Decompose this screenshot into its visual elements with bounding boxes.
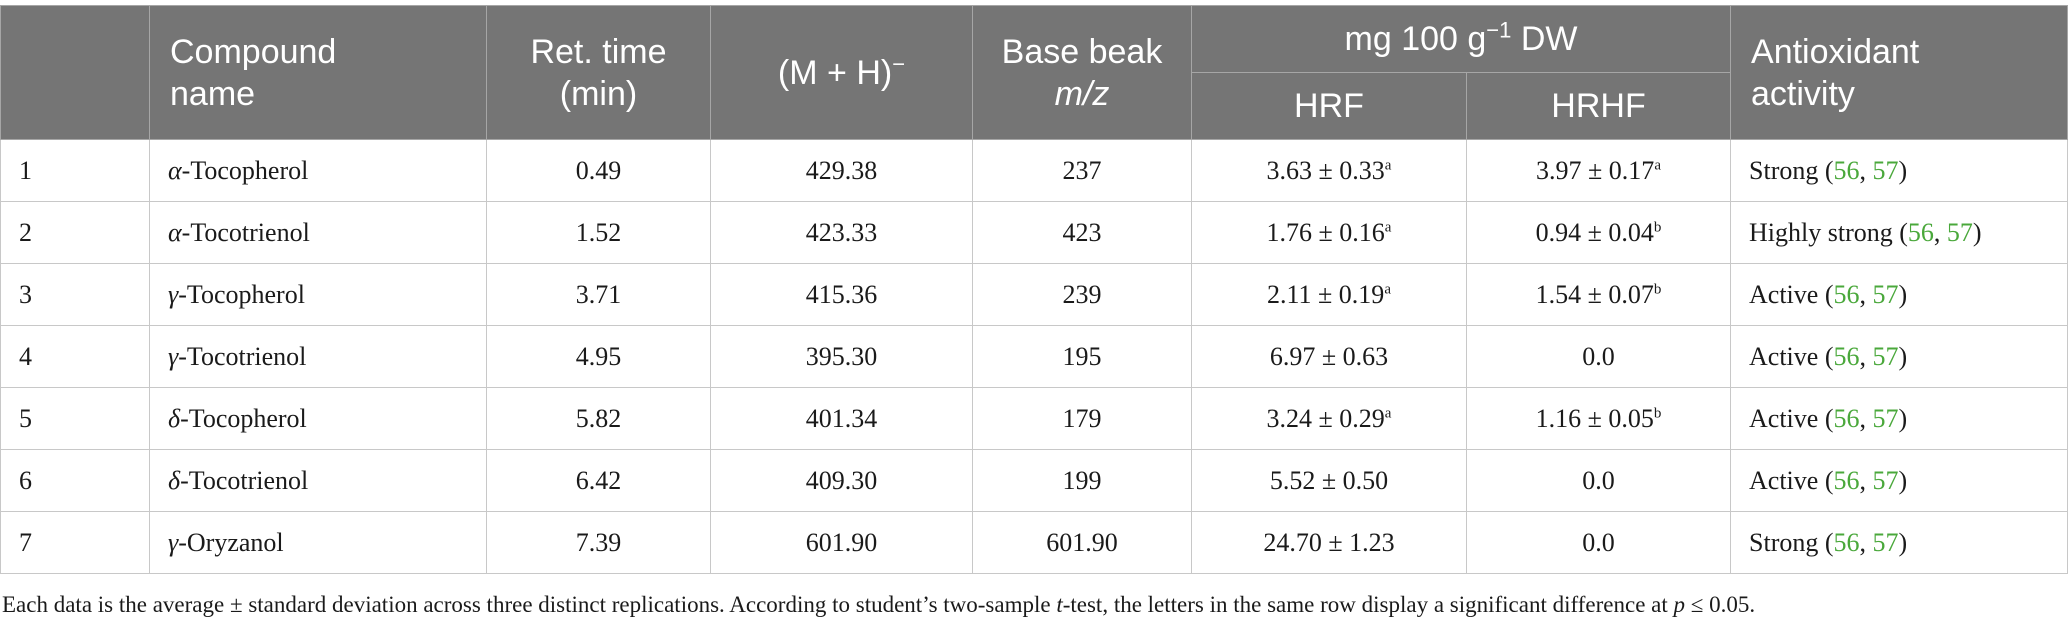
header-activity-line2: activity	[1751, 74, 1855, 113]
mh-value: 601.90	[711, 512, 973, 574]
antioxidant-activity-cell: Active (56, 57)	[1731, 264, 2068, 326]
reference-link[interactable]: 57	[1872, 155, 1899, 185]
header-activity-line1: Antioxidant	[1751, 32, 1920, 71]
compound-prefix: γ	[168, 527, 179, 557]
hrhf-significance-letter: b	[1653, 404, 1662, 421]
compound-prefix: α	[168, 217, 182, 247]
reference-link[interactable]: 57	[1872, 341, 1899, 371]
activity-text: Active	[1749, 279, 1819, 309]
compound-name-cell	[150, 140, 487, 202]
header-ret-time-line1: Ret. time	[530, 32, 667, 71]
hrf-significance-letter: a	[1384, 404, 1392, 421]
hrhf-significance-letter: a	[1654, 156, 1661, 173]
header-antioxidant-activity	[1731, 6, 2068, 140]
footnote-t: t	[1056, 592, 1063, 617]
hrhf-value: 1.54 ± 0.07	[1535, 279, 1654, 309]
compound-name-cell	[150, 512, 487, 574]
table-footnote	[2, 592, 2062, 618]
hrf-cell	[1192, 326, 1467, 388]
base-peak-value: 601.90	[973, 512, 1192, 574]
footnote-text-3: ≤ 0.05.	[1685, 592, 1756, 617]
table-row	[1, 326, 2068, 388]
compound-prefix: γ	[168, 341, 179, 371]
hrf-value: 24.70 ± 1.23	[1263, 527, 1395, 557]
base-peak-value: 239	[973, 264, 1192, 326]
header-hrhf: HRHF	[1467, 73, 1731, 140]
activity-text: Highly strong	[1749, 217, 1893, 247]
compound-prefix: α	[168, 155, 182, 185]
antioxidant-activity-cell: Strong (56, 57)	[1731, 512, 2068, 574]
reference-link[interactable]: 56	[1833, 341, 1860, 371]
row-number: 1	[1, 140, 150, 202]
base-peak-value: 199	[973, 450, 1192, 512]
compound-name-cell	[150, 202, 487, 264]
reference-link[interactable]: 56	[1833, 465, 1860, 495]
header-base-peak	[973, 6, 1192, 140]
retention-time: 0.49	[487, 140, 711, 202]
base-peak-value: 423	[973, 202, 1192, 264]
header-base-peak-unit: m/z	[1054, 74, 1110, 113]
reference-link[interactable]: 57	[1872, 465, 1899, 495]
compound-prefix: γ	[168, 279, 179, 309]
hrhf-value: 0.0	[1582, 527, 1615, 557]
mh-value: 415.36	[711, 264, 973, 326]
table-row	[1, 202, 2068, 264]
mh-value: 401.34	[711, 388, 973, 450]
hrhf-cell	[1467, 388, 1731, 450]
header-base-peak-line1: Base beak	[1001, 32, 1163, 71]
compound-name: -Tocotrienol	[180, 465, 309, 495]
reference-link[interactable]: 57	[1872, 279, 1899, 309]
table-row	[1, 140, 2068, 202]
hrf-cell	[1192, 450, 1467, 512]
compound-name-cell	[150, 264, 487, 326]
hrhf-cell	[1467, 326, 1731, 388]
reference-link[interactable]: 57	[1872, 403, 1899, 433]
row-number: 7	[1, 512, 150, 574]
hrhf-cell	[1467, 140, 1731, 202]
hrhf-value: 0.94 ± 0.04	[1535, 217, 1654, 247]
hrf-value: 3.63 ± 0.33	[1266, 155, 1385, 185]
compound-name-cell	[150, 388, 487, 450]
compound-name: -Tocopherol	[181, 155, 309, 185]
retention-time: 3.71	[487, 264, 711, 326]
hrf-value: 5.52 ± 0.50	[1269, 465, 1389, 495]
activity-text: Strong	[1749, 155, 1819, 185]
hrf-value: 2.11 ± 0.19	[1267, 279, 1385, 309]
antioxidant-activity-cell: Active (56, 57)	[1731, 450, 2068, 512]
activity-text: Strong	[1749, 527, 1819, 557]
header-index	[1, 6, 150, 140]
row-number: 4	[1, 326, 150, 388]
reference-link[interactable]: 56	[1833, 527, 1860, 557]
reference-link[interactable]: 56	[1833, 403, 1860, 433]
mh-value: 429.38	[711, 140, 973, 202]
activity-text: Active	[1749, 465, 1819, 495]
compound-name: -Tocopherol	[180, 403, 307, 433]
hrf-value: 3.24 ± 0.29	[1266, 403, 1385, 433]
hrf-significance-letter: a	[1384, 280, 1391, 297]
retention-time: 5.82	[487, 388, 711, 450]
compound-name: -Oryzanol	[178, 527, 284, 557]
hrhf-value: 0.0	[1582, 465, 1615, 495]
base-peak-value: 195	[973, 326, 1192, 388]
compound-prefix: δ	[168, 403, 181, 433]
hrhf-value: 3.97 ± 0.17	[1536, 155, 1655, 185]
hrf-cell	[1192, 202, 1467, 264]
hrf-significance-letter: a	[1384, 218, 1392, 235]
row-number: 6	[1, 450, 150, 512]
base-peak-value: 237	[973, 140, 1192, 202]
hrhf-cell	[1467, 512, 1731, 574]
antioxidant-activity-cell: Highly strong (56, 57)	[1731, 202, 2068, 264]
footnote-p: p	[1673, 592, 1685, 617]
antioxidant-activity-cell: Active (56, 57)	[1731, 326, 2068, 388]
antioxidant-activity-cell: Active (56, 57)	[1731, 388, 2068, 450]
reference-link[interactable]: 56	[1833, 155, 1860, 185]
header-group-mg: mg 100 $g^{-1}$ DW	[1192, 6, 1731, 73]
table-row	[1, 264, 2068, 326]
compound-prefix: δ	[168, 465, 181, 495]
header-hrf: HRF	[1192, 73, 1467, 140]
header-ret-time	[487, 6, 711, 140]
hrf-cell	[1192, 140, 1467, 202]
hrf-cell	[1192, 512, 1467, 574]
hrhf-cell	[1467, 202, 1731, 264]
hrf-cell	[1192, 264, 1467, 326]
footnote-text-1: Each data is the average ± standard deviation across three distinct replications. According to student’s two-sample	[2, 592, 1057, 617]
hrhf-cell	[1467, 450, 1731, 512]
table-body	[1, 140, 2068, 574]
hrhf-significance-letter: b	[1653, 218, 1662, 235]
table-row	[1, 388, 2068, 450]
mh-value: 423.33	[711, 202, 973, 264]
reference-link[interactable]: 57	[1872, 527, 1899, 557]
reference-link[interactable]: 56	[1907, 217, 1934, 247]
retention-time: 1.52	[487, 202, 711, 264]
hrhf-significance-letter: b	[1653, 280, 1662, 297]
table-row	[1, 450, 2068, 512]
mh-value: 395.30	[711, 326, 973, 388]
compound-name-cell	[150, 450, 487, 512]
hrhf-value: 1.16 ± 0.05	[1535, 403, 1654, 433]
header-compound-line2: name	[170, 74, 256, 113]
hrhf-cell	[1467, 264, 1731, 326]
antioxidant-activity-cell: Strong (56, 57)	[1731, 140, 2068, 202]
footnote-text-2: -test, the letters in the same row display a significant difference at	[1062, 592, 1674, 617]
activity-text: Active	[1749, 403, 1819, 433]
header-mh: (M + H)−	[711, 6, 973, 140]
hrf-cell	[1192, 388, 1467, 450]
hrf-significance-letter: a	[1384, 156, 1392, 173]
row-number: 3	[1, 264, 150, 326]
compound-name: -Tocopherol	[178, 279, 305, 309]
header-compound-line1: Compound	[170, 32, 337, 71]
hrf-value: 1.76 ± 0.16	[1266, 217, 1385, 247]
activity-text: Active	[1749, 341, 1819, 371]
compound-name: -Tocotrienol	[181, 217, 310, 247]
row-number: 2	[1, 202, 150, 264]
retention-time: 4.95	[487, 326, 711, 388]
reference-link[interactable]: 57	[1946, 217, 1973, 247]
reference-link[interactable]: 56	[1833, 279, 1860, 309]
table-row	[1, 512, 2068, 574]
mh-value: 409.30	[711, 450, 973, 512]
compounds-table	[0, 5, 2068, 574]
compound-name: -Tocotrienol	[178, 341, 307, 371]
header-ret-time-line2: (min)	[559, 74, 638, 113]
compound-name-cell	[150, 326, 487, 388]
base-peak-value: 179	[973, 388, 1192, 450]
hrf-value: 6.97 ± 0.63	[1269, 341, 1389, 371]
retention-time: 6.42	[487, 450, 711, 512]
hrhf-value: 0.0	[1582, 341, 1615, 371]
retention-time: 7.39	[487, 512, 711, 574]
row-number: 5	[1, 388, 150, 450]
header-compound-name	[150, 6, 487, 140]
